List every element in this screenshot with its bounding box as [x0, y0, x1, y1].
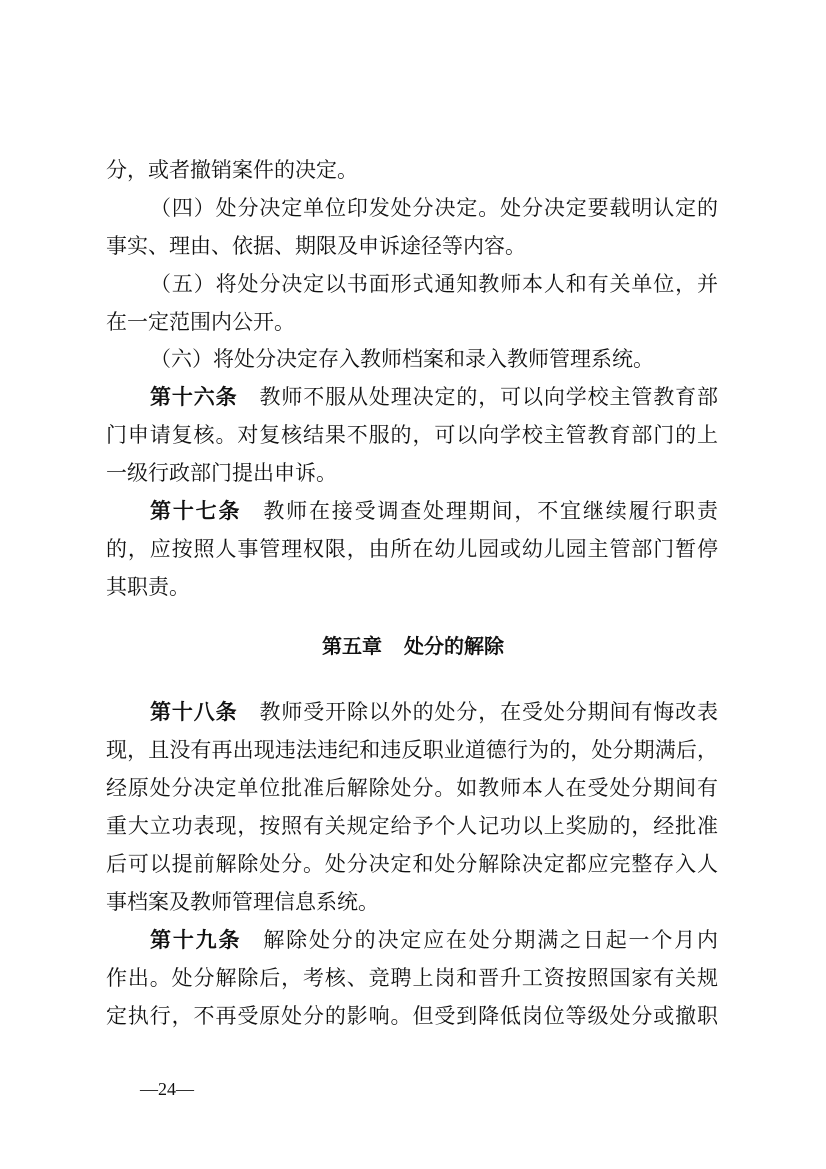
paragraph-line: 现，且没有再出现违法违纪和违反职业道德行为的，处分期满后， — [106, 738, 718, 762]
article-19-heading: 第十九条 — [150, 928, 242, 952]
paragraph-line: 一级行政部门提出申诉。 — [106, 461, 337, 485]
article-16-heading: 第十六条 — [150, 385, 238, 409]
paragraph-line: 事实、理由、依据、期限及申诉途径等内容。 — [106, 234, 526, 258]
article-19-line — [150, 928, 718, 952]
paragraph-line: （五）将处分决定以书面形式通知教师本人和有关单位，并 — [150, 272, 718, 296]
paragraph-line: 定执行，不再受原处分的影响。但受到降低岗位等级处分或撤职 — [106, 1004, 718, 1028]
paragraph-line: （六）将处分决定存入教师档案和录入教师管理系统。 — [150, 347, 654, 371]
article-17-text: 教师在接受调查处理期间，不宜继续履行职责 — [263, 499, 719, 523]
chapter-title: 处分的解除 — [404, 634, 504, 658]
article-16-line — [150, 385, 718, 409]
paragraph-line: 作出。处分解除后，考核、竞聘上岗和晋升工资按照国家有关规 — [106, 966, 718, 990]
article-17-heading: 第十七条 — [150, 499, 242, 523]
article-17-line — [150, 499, 718, 523]
paragraph-line: 在一定范围内公开。 — [106, 310, 295, 334]
paragraph-line: 的，应按照人事管理权限，由所在幼儿园或幼儿园主管部门暂停 — [106, 537, 718, 561]
paragraph-line: 门申请复核。对复核结果不服的，可以向学校主管教育部门的上 — [106, 423, 718, 447]
article-18-line — [150, 700, 718, 724]
paragraph-line: 分，或者撤销案件的决定。 — [106, 158, 358, 182]
paragraph-line: （四）处分决定单位印发处分决定。处分决定要载明认定的 — [150, 196, 718, 220]
paragraph-line: 重大立功表现，按照有关规定给予个人记功以上奖励的，经批准 — [106, 814, 718, 838]
paragraph-line: 其职责。 — [106, 575, 190, 599]
chapter-number: 第五章 — [322, 634, 382, 658]
paragraph-line: 事档案及教师管理信息系统。 — [106, 890, 379, 914]
article-16-text: 教师不服从处理决定的，可以向学校主管教育部 — [259, 385, 718, 409]
article-18-text: 教师受开除以外的处分，在受处分期间有悔改表 — [259, 700, 718, 724]
chapter-heading — [0, 634, 826, 658]
article-19-text: 解除处分的决定应在处分期满之日起一个月内 — [263, 928, 719, 952]
paragraph-line: 后可以提前解除处分。处分决定和处分解除决定都应完整存入人 — [106, 852, 718, 876]
article-18-heading: 第十八条 — [150, 700, 238, 724]
page-number: —24— — [140, 1079, 194, 1099]
paragraph-line: 经原处分决定单位批准后解除处分。如教师本人在受处分期间有 — [106, 776, 718, 800]
